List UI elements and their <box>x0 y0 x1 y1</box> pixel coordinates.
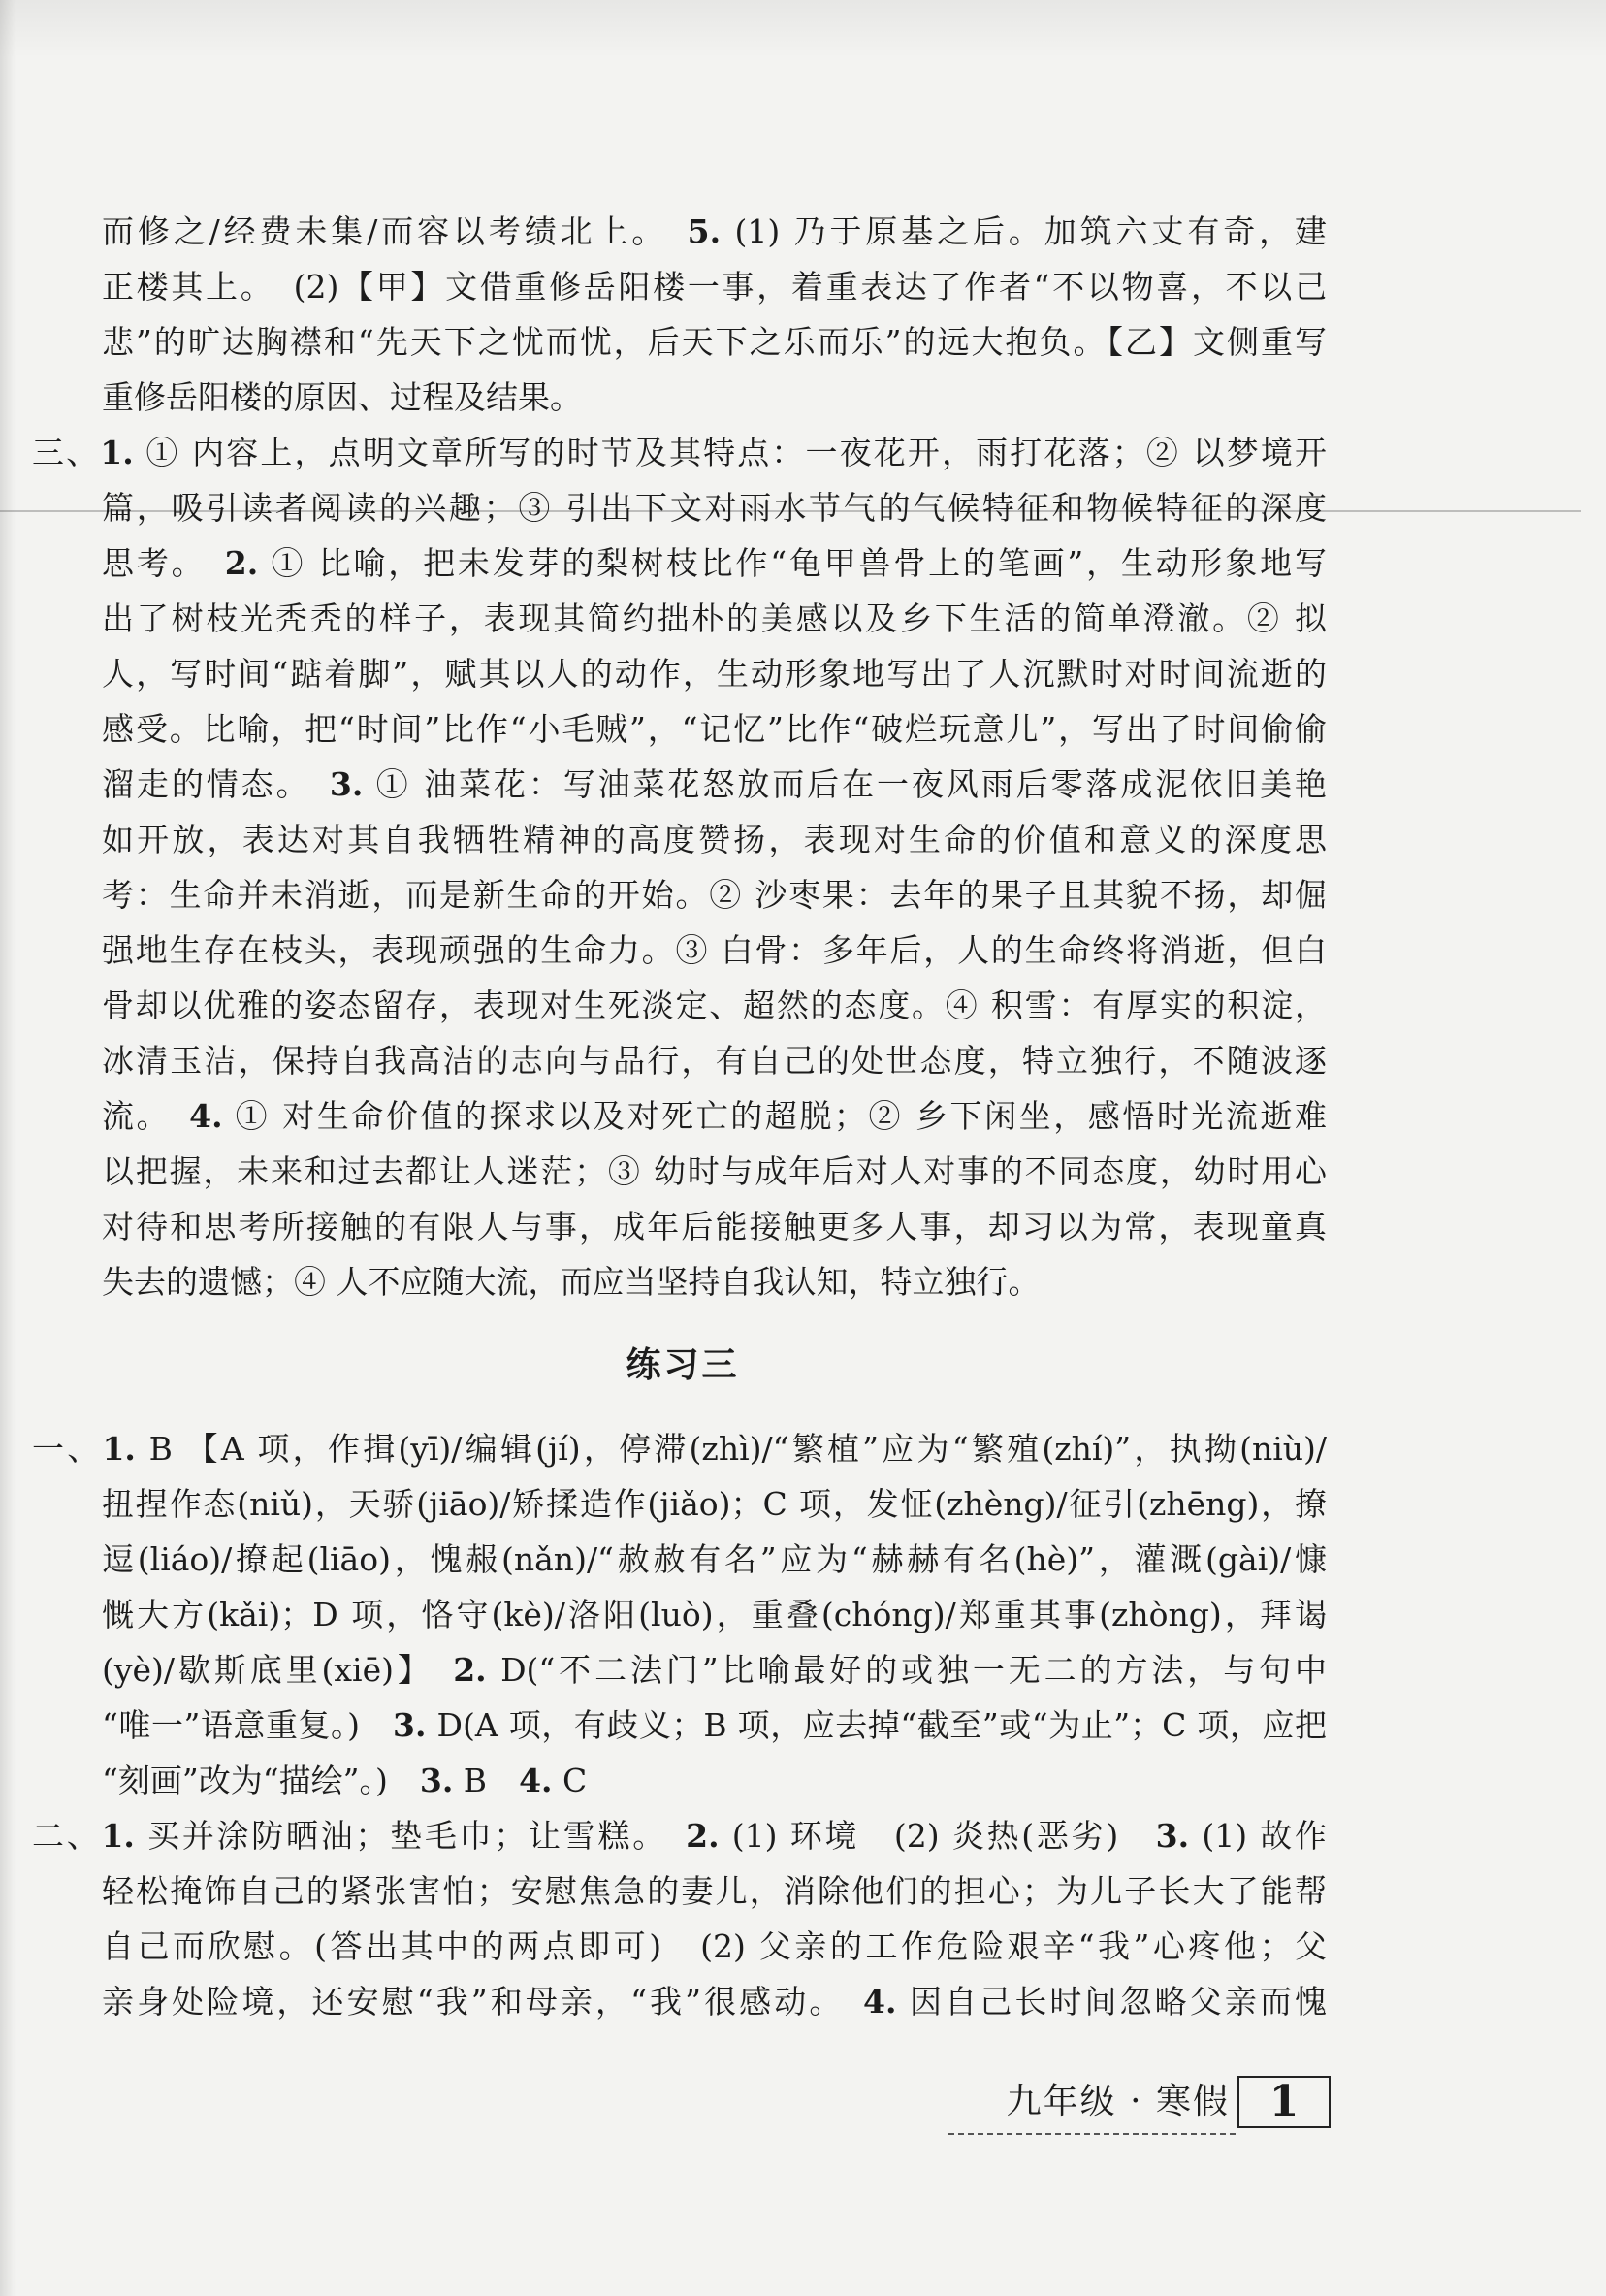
text-run: (1) 故作 <box>1189 1817 1328 1855</box>
text-run: 因自己长时间忽略父亲而愧 <box>896 1983 1327 2021</box>
item-number: 2. <box>453 1651 487 1689</box>
text-run: 失去的遗憾；④ 人不应随大流，而应当坚持自我认知，特立独行。 <box>102 1263 1041 1301</box>
answer-line <box>102 867 1327 922</box>
exercise-heading: 练习三 <box>626 1344 740 1385</box>
answer-line <box>102 1033 1327 1088</box>
scan-shadow-edge <box>0 0 16 2296</box>
answer-line <box>102 370 1327 425</box>
answer-line <box>102 978 1327 1033</box>
answer-line <box>102 1698 1327 1753</box>
scan-shadow-top <box>0 0 1606 58</box>
item-number: 3. <box>329 765 364 803</box>
answer-line <box>102 1476 1327 1532</box>
text-run: 轻松掩饰自己的紧张害怕；安慰焦急的妻儿，消除他们的担心；为儿子长大了能帮 <box>102 1872 1327 1910</box>
text-run: 重修岳阳楼的原因、过程及结果。 <box>102 378 582 416</box>
item-number: 3. <box>419 1762 454 1799</box>
text-run: ① 内容上，点明文章所写的时节及其特点：一夜花开，雨打花落；② 以梦境开 <box>133 434 1327 471</box>
answer-line <box>102 1863 1327 1919</box>
answer-line <box>102 204 1327 259</box>
item-number: 1. <box>102 1430 136 1468</box>
answer-line <box>102 314 1327 370</box>
text-run: 溜走的情态。 <box>102 765 330 803</box>
text-run: 出了树枝光秃秃的样子，表现其简约拙朴的美感以及乡下生活的简单澄澈。② 拟 <box>102 599 1327 637</box>
text-run: 悲”的旷达胸襟和“先天下之忧而忧，后天下之乐而乐”的远大抱负。【乙】文侧重写 <box>102 323 1327 361</box>
text-run: B <box>453 1762 520 1799</box>
answer-line <box>102 1254 1327 1310</box>
item-number: 2. <box>686 1817 720 1855</box>
text-run: 强地生存在枝头，表现顽强的生命力。③ 白骨：多年后，人的生命终将消逝，但白 <box>102 931 1327 969</box>
text-run: 流。 <box>102 1097 190 1135</box>
item-number: 3. <box>1155 1817 1190 1855</box>
answer-line <box>102 757 1327 812</box>
text-run: 骨却以优雅的姿态留存，表现对生死淡定、超然的态度。④ 积雪：有厚实的积淀， <box>102 986 1327 1024</box>
text-run: 篇，吸引读者阅读的兴趣；③ 引出下文对雨水节气的气候特征和物候特征的深度 <box>102 489 1327 527</box>
footer-dashed-rule <box>948 2133 1236 2135</box>
answer-line <box>102 922 1327 978</box>
item-number: 1. <box>100 434 134 471</box>
text-run: 自己而欣慰。(答出其中的两点即可) (2) 父亲的工作危险艰辛“我”心疼他；父 <box>102 1927 1327 1965</box>
item-number: 2. <box>224 544 259 582</box>
text-run: 冰清玉洁，保持自我高洁的志向与品行，有自己的处世态度，特立独行，不随波逐 <box>102 1042 1327 1080</box>
text-run: 考：生命并未消逝，而是新生命的开始。② 沙枣果：去年的果子且其貌不扬，却倔 <box>102 876 1327 914</box>
text-run: 思考。 <box>102 544 225 582</box>
text-run: 慨大方(kǎi)；D 项，恪守(kè)/洛阳(luò)，重叠(chóng)/郑重其事(zhòng)，拜谒 <box>102 1596 1327 1633</box>
text-run: 亲身处险境，还安慰“我”和母亲，“我”很感动。 <box>102 1983 864 2021</box>
answer-line <box>102 646 1327 701</box>
answer-line <box>102 591 1327 646</box>
answer-line <box>102 1587 1327 1642</box>
text-run: ① 油菜花：写油菜花怒放而后在一夜风雨后零落成泥依旧美艳 <box>363 765 1328 803</box>
text-run: (1) 环境 (2) 炎热(恶劣) <box>719 1817 1156 1855</box>
answer-line <box>102 1532 1327 1587</box>
answer-section-continued <box>32 204 1328 1310</box>
answer-line <box>32 1808 1327 1863</box>
text-run: D(A 项，有歧义；B 项，应去掉“截至”或“为止”；C 项，应把 <box>426 1706 1328 1744</box>
item-number: 1. <box>101 1817 135 1855</box>
text-run: “唯一”语意重复。) <box>102 1706 394 1744</box>
answer-line <box>102 1088 1327 1144</box>
text-run: 而修之/经费未集/而容以考绩北上。 <box>102 212 688 250</box>
text-run: ① 对生命价值的探求以及对死亡的超脱；② 乡下闲坐，感悟时光流逝难 <box>222 1097 1327 1135</box>
answer-line <box>102 701 1327 757</box>
text-run: D(“不二法门”比喻最好的或独一无二的方法，与句中 <box>486 1651 1327 1689</box>
answer-line <box>102 1919 1327 1974</box>
answer-line <box>102 1642 1327 1698</box>
answer-line <box>102 535 1327 591</box>
text-run: 一、 <box>32 1430 103 1468</box>
grade-term-label: 九年级 · 寒假 <box>1006 2082 1230 2121</box>
answer-line <box>102 1199 1327 1254</box>
text-run: (yè)/歇斯底里(xiē)】 <box>102 1651 454 1689</box>
item-number: 4. <box>519 1762 553 1799</box>
text-run: 正楼其上。 (2)【甲】文借重修岳阳楼一事，着重表达了作者“不以物喜，不以己 <box>102 268 1327 306</box>
text-run: 如开放，表达对其自我牺牲精神的高度赞扬，表现对生命的价值和意义的深度思 <box>102 821 1327 858</box>
answer-line <box>102 812 1327 867</box>
answer-line <box>102 1974 1327 2029</box>
text-run: 以把握，未来和过去都让人迷茫；③ 幼时与成年后对人对事的不同态度，幼时用心 <box>102 1152 1327 1190</box>
answer-line <box>32 1421 1327 1476</box>
item-number: 4. <box>189 1097 223 1135</box>
answer-line <box>102 259 1327 314</box>
answer-line <box>102 1144 1327 1199</box>
exercise-three-answers <box>32 1421 1328 2029</box>
text-run: 逗(liáo)/撩起(liāo)，愧赧(nǎn)/“赦赦有名”应为“赫赫有名(hè)”，灌溉(gài)/慷 <box>102 1540 1327 1578</box>
item-number: 3. <box>393 1706 427 1744</box>
text-run: 三、 <box>32 434 101 471</box>
text-run: ① 比喻，把未发芽的梨树枝比作“龟甲兽骨上的笔画”，生动形象地写 <box>258 544 1327 582</box>
text-run: 人，写时间“踮着脚”，赋其以人的动作，生动形象地写出了人沉默时对时间流逝的 <box>102 655 1327 693</box>
text-run: 对待和思考所接触的有限人与事，成年后能接触更多人事，却习以为常，表现童真 <box>102 1208 1327 1245</box>
answer-line <box>102 1753 1327 1808</box>
text-run: (1) 乃于原基之后。加筑六丈有奇，建 <box>721 212 1327 250</box>
text-run: “刻画”改为“描绘”。) <box>102 1762 420 1799</box>
text-run: 扭捏作态(niǔ)，天骄(jiāo)/矫揉造作(jiǎo)；C 项，发怔(zhèng)/征引(zhēng)，撩 <box>102 1485 1327 1523</box>
page-number: 1 <box>1237 2076 1331 2128</box>
text-run: 二、 <box>32 1817 102 1855</box>
text-run: B 【A 项，作揖(yī)/编辑(jí)，停滞(zhì)/“繁植”应为“繁殖(zhí)”，执拗(niù)/ <box>135 1430 1327 1468</box>
item-number: 5. <box>687 212 722 250</box>
text-run: 买并涂防晒油；垫毛巾；让雪糕。 <box>134 1817 687 1855</box>
text-run: 感受。比喻，把“时间”比作“小毛贼”，“记忆”比作“破烂玩意儿”，写出了时间偷偷 <box>102 710 1327 748</box>
answer-line <box>32 425 1327 480</box>
text-run: C <box>552 1762 588 1799</box>
item-number: 4. <box>863 1983 897 2021</box>
answer-line <box>102 480 1327 535</box>
